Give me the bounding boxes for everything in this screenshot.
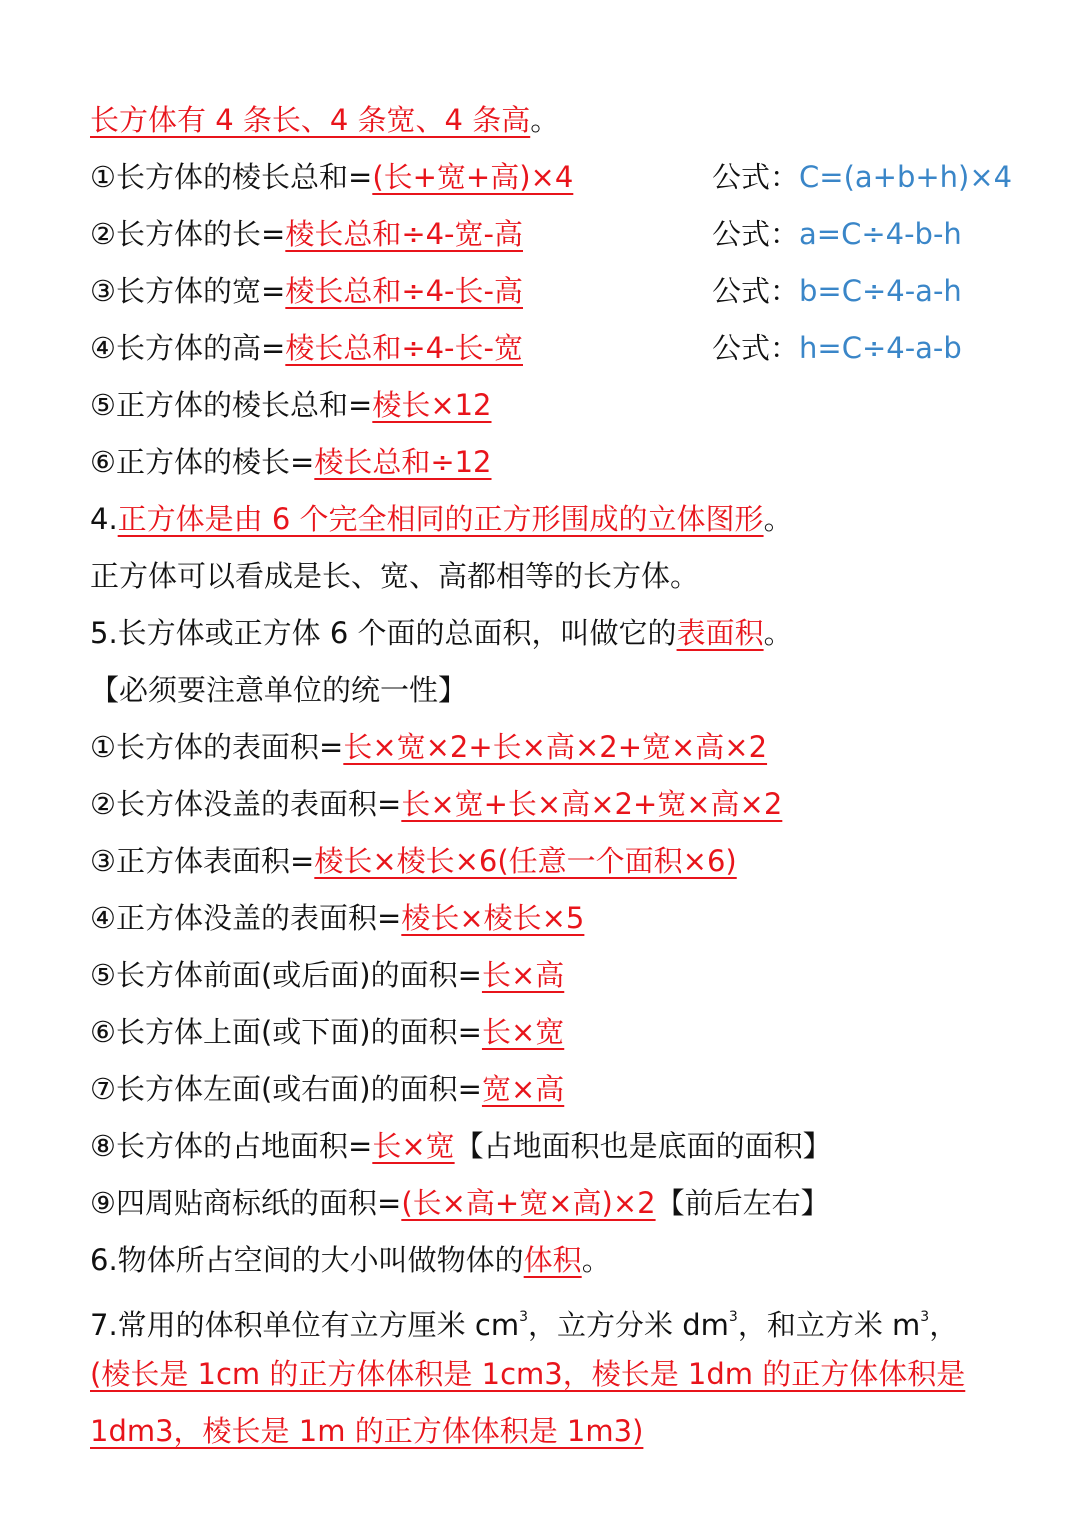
highlighted-answer: 长×高	[481, 958, 565, 992]
text-line	[90, 665, 1050, 715]
highlighted-answer: 正方体是由 6 个完全相同的正方形围成的立体图形	[117, 502, 764, 536]
highlighted-answer: 长方体有 4 条长、4 条宽、4 条高	[90, 103, 531, 137]
text-segment: 。	[581, 1243, 611, 1277]
formula-value: a=C÷4-b-h	[799, 217, 962, 251]
text-segment: 。	[530, 103, 560, 137]
highlighted-answer: 棱长总和÷4-长-宽	[285, 331, 523, 365]
text-segment: ⑦长方体左面(或右面)的面积=	[90, 1072, 482, 1106]
formula	[712, 209, 962, 259]
text-segment: ⑨四周贴商标纸的面积=	[90, 1186, 402, 1220]
text-line	[90, 1292, 1050, 1342]
text-line	[90, 1064, 1050, 1114]
formula-label: 公式：	[712, 331, 800, 365]
highlighted-answer: 表面积	[676, 616, 764, 650]
text-line	[90, 1007, 1050, 1057]
formula-value: b=C÷4-a-h	[799, 274, 962, 308]
text-segment: 【占地面积也是底面的面积】	[454, 1129, 832, 1163]
text-segment: 5.长方体或正方体 6 个面的总面积，叫做它的	[90, 616, 677, 650]
text-segment: ②长方体没盖的表面积=	[90, 787, 402, 821]
text-line	[90, 95, 1050, 145]
highlighted-answer: 棱长×棱长×6(任意一个面积×6)	[314, 844, 737, 878]
formula-label: 公式：	[712, 160, 800, 194]
text-line	[90, 437, 1050, 487]
formula-label: 公式：	[712, 274, 800, 308]
text-line	[90, 1121, 1050, 1171]
text-line	[90, 608, 1050, 658]
text-line	[90, 779, 1050, 829]
superscript: 3	[920, 1309, 930, 1325]
text-segment: 正方体可以看成是长、宽、高都相等的长方体。	[90, 559, 700, 593]
highlighted-answer: 棱长总和÷4-宽-高	[285, 217, 523, 251]
highlighted-answer: 棱长总和÷4-长-高	[285, 274, 523, 308]
text-segment: 7.常用的体积单位有立方厘米 cm	[90, 1308, 520, 1342]
text-segment: ⑥长方体上面(或下面)的面积=	[90, 1015, 482, 1049]
text-line	[90, 1235, 1050, 1285]
text-segment: ，和立方米 m	[737, 1308, 921, 1342]
text-segment: ④长方体的高=	[90, 331, 286, 365]
formula-label: 公式：	[712, 217, 800, 251]
highlighted-answer: 长×宽+长×高×2+宽×高×2	[401, 787, 783, 821]
highlighted-answer: 长×宽	[481, 1015, 565, 1049]
highlighted-answer: (长×高+宽×高)×2	[401, 1186, 656, 1220]
highlighted-answer: 体积	[523, 1243, 582, 1277]
text-segment: 4.	[90, 502, 118, 536]
text-segment: ⑤正方体的棱长总和=	[90, 388, 373, 422]
highlighted-answer: 长×宽×2+长×高×2+宽×高×2	[343, 730, 768, 764]
text-segment: ⑤长方体前面(或后面)的面积=	[90, 958, 482, 992]
text-segment: 。	[763, 502, 793, 536]
text-segment: ⑧长方体的占地面积=	[90, 1129, 373, 1163]
highlighted-answer: 棱长总和÷12	[314, 445, 492, 479]
highlighted-answer: (棱长是 1cm 的正方体体积是 1cm3，棱长是 1dm 的正方体体积是	[90, 1357, 966, 1391]
text-segment: ，	[929, 1308, 959, 1342]
text-line	[90, 1178, 1050, 1228]
text-segment: ③正方体表面积=	[90, 844, 315, 878]
text-line	[90, 893, 1050, 943]
highlighted-answer: (长+宽+高)×4	[372, 160, 574, 194]
text-segment: ⑥正方体的棱长=	[90, 445, 315, 479]
text-line	[90, 494, 1050, 544]
superscript: 3	[728, 1309, 738, 1325]
text-segment: ②长方体的长=	[90, 217, 286, 251]
text-segment: ①长方体的表面积=	[90, 730, 344, 764]
highlighted-answer: 宽×高	[481, 1072, 565, 1106]
text-segment: 【必须要注意单位的统一性】	[90, 673, 468, 707]
formula	[712, 152, 1012, 202]
text-line	[90, 1406, 1050, 1456]
text-segment: 6.物体所占空间的大小叫做物体的	[90, 1243, 524, 1277]
text-segment: ③长方体的宽=	[90, 274, 286, 308]
text-segment: ①长方体的棱长总和=	[90, 160, 373, 194]
highlighted-answer: 长×宽	[372, 1129, 455, 1163]
formula	[712, 266, 962, 316]
highlighted-answer: 棱长×棱长×5	[401, 901, 585, 935]
highlighted-answer: 棱长×12	[372, 388, 492, 422]
formula	[712, 323, 962, 373]
highlighted-answer: 1dm3，棱长是 1m 的正方体体积是 1m3)	[90, 1414, 644, 1448]
text-line	[90, 950, 1050, 1000]
text-segment: ④正方体没盖的表面积=	[90, 901, 402, 935]
formula-value: C=(a+b+h)×4	[799, 160, 1013, 194]
formula-value: h=C÷4-a-b	[799, 331, 962, 365]
text-segment: 【前后左右】	[655, 1186, 830, 1220]
text-line	[90, 1349, 1050, 1399]
superscript: 3	[519, 1309, 529, 1325]
text-line	[90, 551, 1050, 601]
text-line	[90, 722, 1050, 772]
text-line	[90, 836, 1050, 886]
text-line	[90, 380, 1050, 430]
text-segment: ，立方分米 dm	[528, 1308, 729, 1342]
text-segment: 。	[763, 616, 793, 650]
